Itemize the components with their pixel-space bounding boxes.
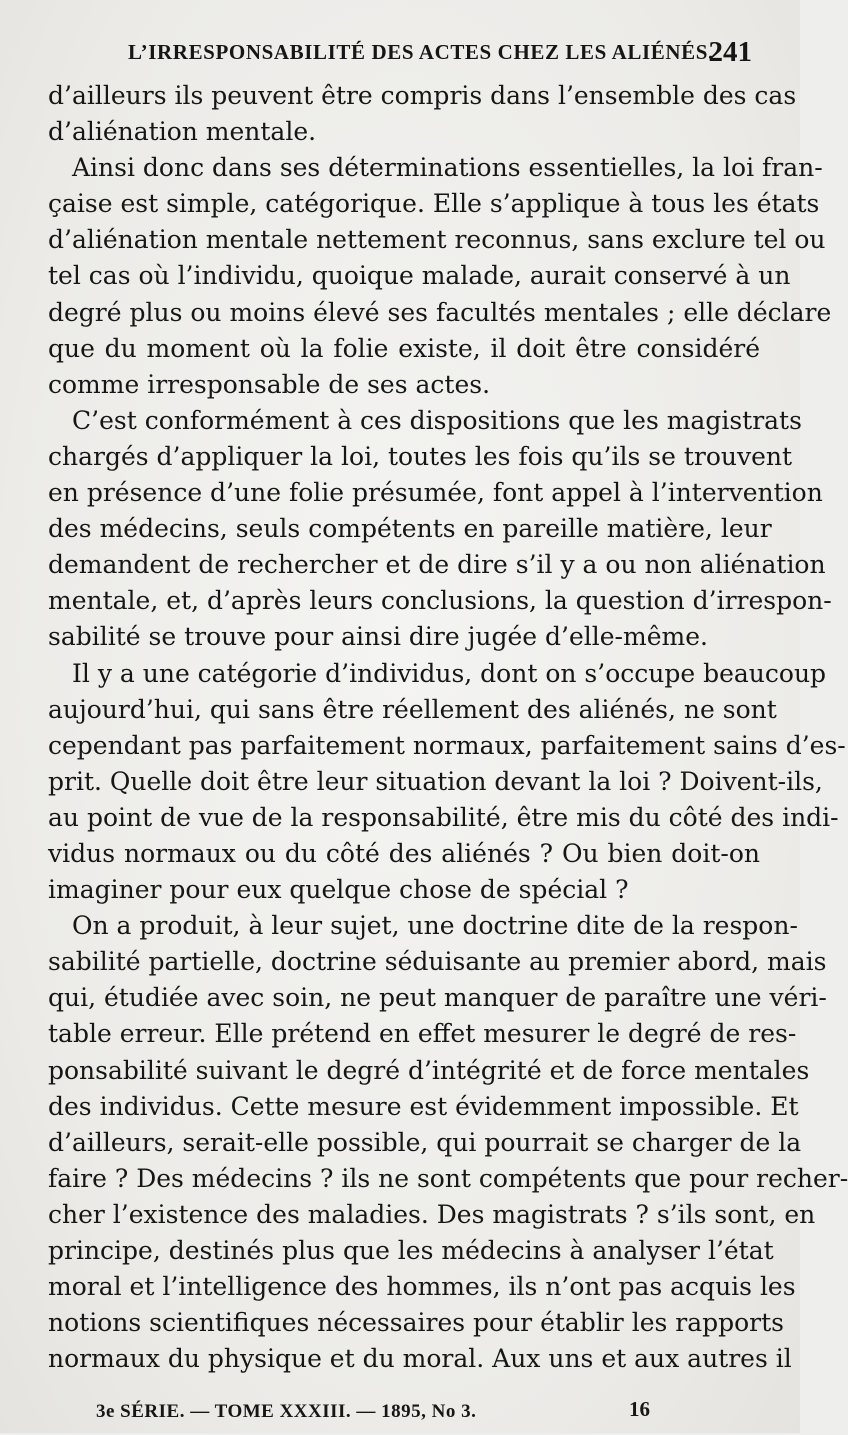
text-line: tel cas où l’individu, quoique malade, aurait conservé à un <box>48 261 791 291</box>
text-line: cependant pas parfaitement normaux, parfaitement sains d’es- <box>48 730 846 760</box>
text-line: Ainsi donc dans ses déterminations essentielles, la loi fran- <box>72 153 823 183</box>
text-line: d’ailleurs ils peuvent être compris dans l’ensemble des cas <box>48 81 797 110</box>
text-line: vidus normaux ou du côté des aliénés ? Ou bien doit-on <box>48 838 760 868</box>
text-line: cher l’existence des maladies. Des magistrats ? s’ils sont, en <box>48 1199 816 1229</box>
text-line: C’est conformément à ces dispositions que les magistrats <box>72 405 802 435</box>
text-line: au point de vue de la responsabilité, être mis du côté des indi- <box>48 802 839 832</box>
text-line: sabilité se trouve pour ainsi dire jugée d’elle-même. <box>48 622 708 652</box>
text-line: comme irresponsable de ses actes. <box>48 369 491 399</box>
text-line: que du moment où la folie existe, il doit être considéré <box>48 333 760 363</box>
text-line: faire ? Des médecins ? ils ne sont compétents que pour recher- <box>48 1163 848 1193</box>
text-line: d’ailleurs, serait-elle possible, qui pourrait se charger de la <box>48 1127 802 1157</box>
signature-mark: 16 <box>629 1397 650 1421</box>
page-footer <box>96 1395 650 1435</box>
text-line: aujourd’hui, qui sans être réellement des aliénés, ne sont <box>48 694 777 724</box>
text-line: prit. Quelle doit être leur situation devant la loi ? Doivent-ils, <box>48 766 823 796</box>
text-line: Il y a une catégorie d’individus, dont on s’occupe beaucoup <box>72 658 827 688</box>
text-line: principe, destinés plus que les médecins à analyser l’état <box>48 1236 774 1265</box>
text-line: des médecins, seuls compétents en pareille matière, leur <box>48 514 772 544</box>
running-header <box>48 30 760 74</box>
text-line: d’aliénation mentale nettement reconnus, sans exclure tel ou <box>48 225 826 255</box>
text-line: çaise est simple, catégorique. Elle s’applique à tous les états <box>48 189 820 219</box>
text-line: normaux du physique et du moral. Aux uns et aux autres il <box>48 1344 792 1374</box>
page-number: 241 <box>708 36 752 68</box>
body-text <box>48 78 848 1377</box>
text-line: ponsabilité suivant le degré d’intégrité et de force mentales <box>48 1055 810 1085</box>
text-line: demandent de rechercher et de dire s’il y a ou non aliénation <box>48 550 826 580</box>
text-line: chargés d’appliquer la loi, toutes les fois qu’ils se trouvent <box>48 441 793 471</box>
text-line: On a produit, à leur sujet, une doctrine dite de la respon- <box>72 911 798 941</box>
text-line: notions scientifiques nécessaires pour établir les rapports <box>48 1308 785 1338</box>
text-line: degré plus ou moins élevé ses facultés mentales ; elle déclare <box>48 297 832 327</box>
text-line: en présence d’une folie présumée, font appel à l’intervention <box>48 478 823 508</box>
series-line: 3e SÉRIE. — TOME XXXIII. — 1895, No 3. <box>96 1401 477 1422</box>
text-line: table erreur. Elle prétend en effet mesurer le degré de res- <box>48 1019 797 1049</box>
running-title: L’IRRESPONSABILITÉ DES ACTES CHEZ LES ALIÉNÉS. <box>128 40 714 64</box>
text-line: mentale, et, d’après leurs conclusions, la question d’irrespon- <box>48 586 832 616</box>
text-line: des individus. Cette mesure est évidemment impossible. Et <box>48 1091 799 1121</box>
text-line: d’aliénation mentale. <box>48 117 317 147</box>
text-line: sabilité partielle, doctrine séduisante au premier abord, mais <box>48 947 827 977</box>
text-line: imaginer pour eux quelque chose de spécial ? <box>48 875 629 905</box>
text-line: moral et l’intelligence des hommes, ils n’ont pas acquis les <box>48 1272 796 1302</box>
text-line: qui, étudiée avec soin, ne peut manquer de paraître une véri- <box>48 983 827 1013</box>
